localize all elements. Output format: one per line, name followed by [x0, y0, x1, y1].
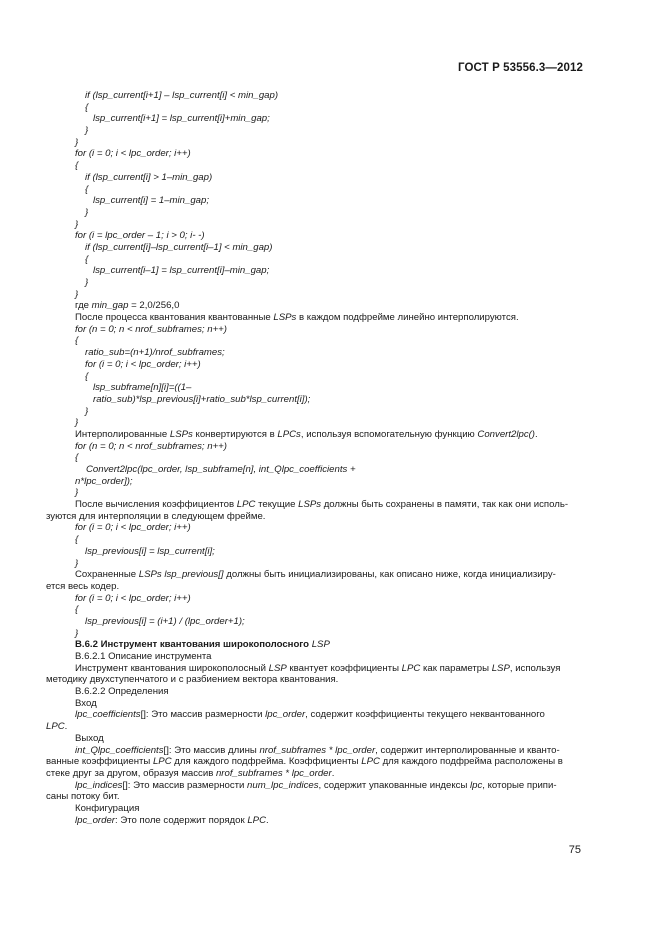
text-line: if (lsp_current[i]–lsp_current[i–1] < min_gap): [85, 241, 273, 253]
text-line: for (i = 0; i < lpc_order; i++): [75, 592, 191, 604]
text-line: lsp_previous[i] = lsp_current[i];: [85, 545, 215, 557]
text-line: Выход: [75, 732, 104, 744]
text-line: ratio_sub)*lsp_previous[i]+ratio_sub*lsp_current[i]);: [93, 393, 311, 405]
text-line: ванные коэффициенты LPC для каждого подфрейма. Коэффициенты LPC для каждого подфрейма расположены в: [46, 756, 563, 768]
text-line: }: [85, 277, 89, 288]
text-line: {: [75, 335, 79, 347]
text-line: }: [85, 125, 89, 137]
text-line: for (i = 0; i < lpc_order; i++): [75, 522, 191, 534]
text-line: lpc_order: Это поле содержит порядок LPC.: [75, 814, 269, 826]
text-line: int_Qlpc_coefficients[]: Это массив длины nrof_subframes * lpc_order, содержит интерполированные и кванто-: [75, 744, 560, 756]
text-line: lpc_coefficients[]: Это массив размерности lpc_order, содержит коэффициенты текущего неквантованного: [75, 709, 545, 721]
text-line: lsp_current[i] = 1–min_gap;: [93, 195, 209, 207]
text-line: n*lpc_order]);: [75, 475, 133, 487]
text-line: зуются для интерполяции в следующем фрейме.: [46, 510, 266, 522]
text-line: ется весь кодер.: [46, 580, 120, 592]
text-line: саны потоку бит.: [46, 791, 120, 803]
text-line: {: [75, 534, 79, 546]
text-line: {: [85, 101, 89, 113]
text-line: }: [85, 405, 89, 417]
text-line: Сохраненные LSPs lsp_previous[] должны быть инициализированы, как описано ниже, когда инициализиру-: [75, 569, 556, 581]
text-line: где min_gap = 2,0/256,0: [75, 300, 180, 312]
text-line: lsp_current[i–1] = lsp_current[i]–min_gap;: [93, 265, 270, 277]
text-line: {: [85, 253, 89, 265]
text-line: После процесса квантования квантованные LSPs в каждом подфрейме линейно интерполируются.: [75, 312, 519, 324]
text-line: стеке друг за другом, образуя массив nrof_subframes * lpc_order.: [46, 767, 335, 779]
text-line: }: [75, 557, 79, 569]
text-line: После вычисления коэффициентов LPC текущие LSPs должны быть сохранены в памяти, так как они исполь-: [75, 499, 569, 511]
text-line: for (i = 0; i < lpc_order; i++): [85, 358, 201, 370]
text-line: }: [75, 627, 79, 639]
text-line: if (lsp_current[i+1] – lsp_current[i] < min_gap): [85, 90, 279, 101]
text-line: }: [75, 417, 79, 429]
text-line: Вход: [75, 697, 97, 709]
text-line: Convert2lpc(lpc_order, lsp_subframe[n], int_Qlpc_coefficients +: [86, 464, 356, 475]
document-body: [46, 90, 583, 826]
text-line: }: [85, 206, 89, 218]
text-line: lpc_indices[]: Это массив размерности num_lpc_indices, содержит упакованные индексы lpc, которые припи-: [75, 779, 557, 791]
text-line: for (i = 0; i < lpc_order; i++): [75, 148, 191, 160]
text-line: }: [75, 288, 79, 300]
text-line: В.6.2.1 Описание инструмента: [75, 651, 212, 662]
text-line: Интерполированные LSPs конвертируются в LPCs, используя вспомогательную функцию Convert2lpc().: [75, 428, 538, 440]
text-line: В.6.2.2 Определения: [75, 686, 169, 698]
text-line: for (n = 0; n < nrof_subframes; n++): [75, 440, 227, 452]
text-line: {: [85, 183, 89, 195]
page-number: 75: [568, 844, 581, 856]
text-line: Конфигурация: [75, 802, 140, 814]
text-line: Инструмент квантования широкополосный LSP квантует коэффициенты LPC как параметры LSP, используя: [75, 662, 561, 674]
text-line: lsp_subframe[n][i]=((1–: [93, 382, 192, 394]
text-line: ratio_sub=(n+1)/nrof_subframes;: [85, 347, 225, 359]
text-line: lsp_current[i+1] = lsp_current[i]+min_gap;: [93, 113, 270, 125]
document-header: ГОСТ Р 53556.3—2012: [458, 62, 583, 74]
text-line: {: [75, 604, 79, 616]
text-line: методику двухступенчатого и с разбиением вектора квантования.: [46, 674, 339, 686]
text-line: lsp_previous[i] = (i+1) / (lpc_order+1);: [85, 615, 245, 627]
text-line: for (i = lpc_order – 1; i > 0; i- -): [75, 230, 205, 242]
text-line: {: [75, 452, 79, 464]
text-line: {: [85, 370, 89, 382]
text-line: for (n = 0; n < nrof_subframes; n++): [75, 323, 227, 335]
text-line: }: [75, 218, 79, 230]
text-line: LPC.: [46, 721, 68, 733]
text-line: В.6.2 Инструмент квантования широкополосного LSP: [75, 639, 330, 651]
text-line: {: [75, 160, 79, 172]
text-line: }: [75, 487, 79, 499]
text-line: }: [75, 136, 79, 148]
text-line: if (lsp_current[i] > 1–min_gap): [85, 171, 213, 183]
